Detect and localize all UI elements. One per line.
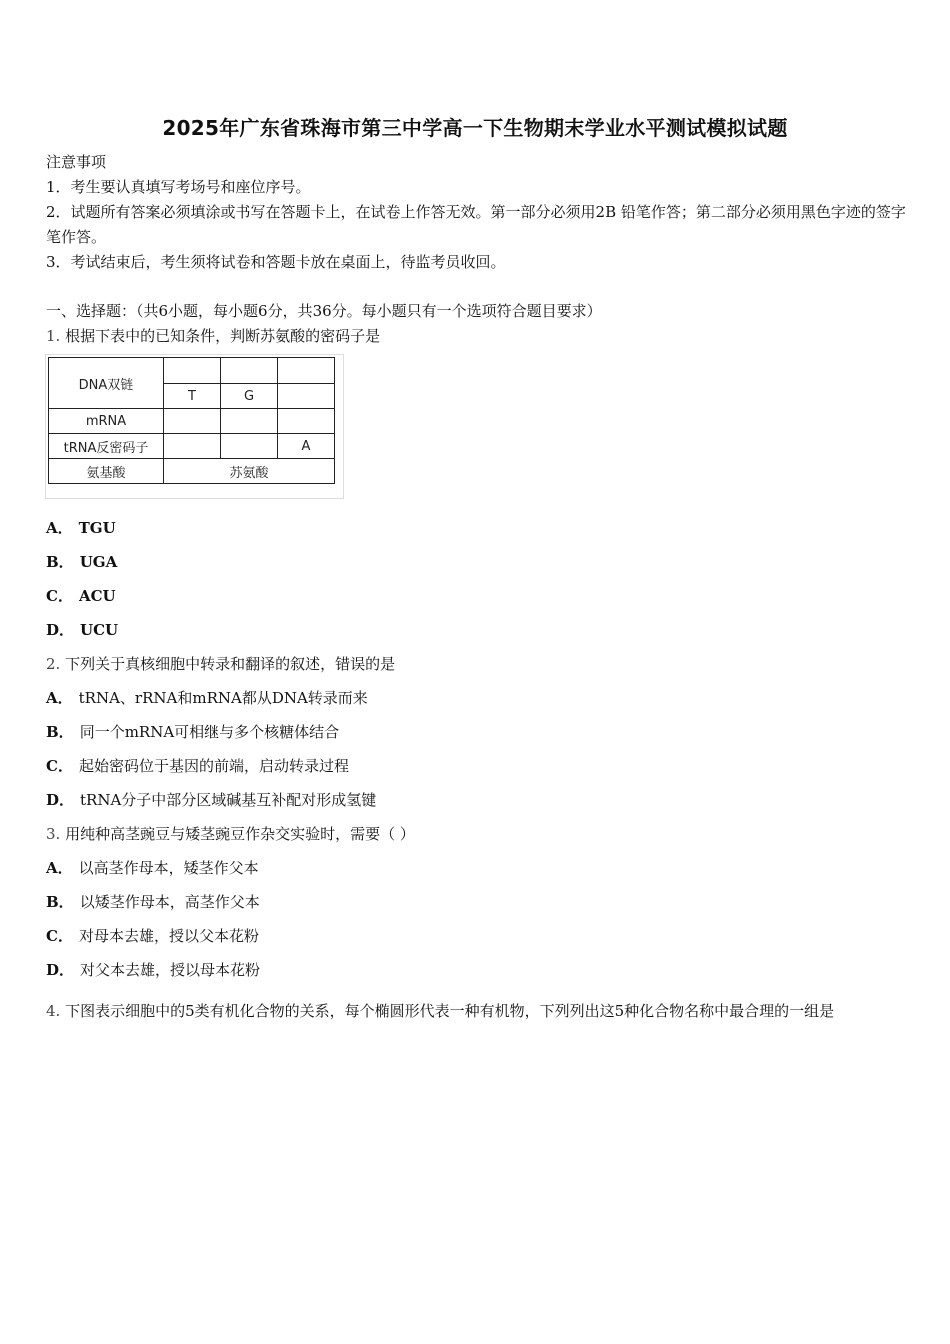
dna-base-cell: T	[164, 384, 221, 409]
option-text: UCU	[80, 621, 119, 639]
question-1	[46, 325, 380, 347]
option-d[interactable]	[46, 619, 118, 641]
dna-base-cell: G	[221, 384, 278, 409]
table-cell	[164, 358, 221, 384]
question-stem: 用纯种高茎豌豆与矮茎豌豆作杂交实验时，需要（ ）	[65, 825, 415, 843]
option-letter: C．	[46, 927, 73, 945]
option-a[interactable]	[46, 517, 116, 539]
option-text: tRNA分子中部分区域碱基互补配对形成氢键	[80, 791, 377, 809]
option-text: 对母本去雄，授以父本花粉	[78, 927, 259, 945]
table-cell	[278, 358, 335, 384]
option-d[interactable]	[46, 959, 260, 981]
question-stem: 下列关于真核细胞中转录和翻译的叙述，错误的是	[65, 655, 396, 673]
option-letter: A．	[46, 859, 73, 877]
section-heading: 一、选择题：（共6小题，每小题6分，共36分。每小题只有一个选项符合题目要求）	[46, 302, 602, 320]
notice-item: 2．试题所有答案必须填涂或书写在答题卡上，在试卷上作答无效。第一部分必须用2B 铅笔作答；第二部分必须用黑色字迹的签字笔作答。	[46, 203, 906, 246]
option-letter: C．	[46, 587, 73, 605]
option-text: 起始密码位于基因的前端，启动转录过程	[78, 757, 349, 775]
option-letter: B．	[46, 893, 74, 911]
option-b[interactable]	[46, 891, 260, 913]
option-letter: A．	[46, 519, 73, 537]
table-cell	[164, 409, 221, 434]
option-c[interactable]	[46, 755, 349, 777]
option-d[interactable]	[46, 789, 376, 811]
option-b[interactable]	[46, 551, 117, 573]
table-cell	[221, 409, 278, 434]
option-c[interactable]	[46, 925, 259, 947]
option-c[interactable]	[46, 585, 116, 607]
option-a[interactable]	[46, 687, 368, 709]
option-text: 以矮茎作母本，高茎作父本	[79, 893, 260, 911]
question-number: 4.	[46, 1002, 61, 1020]
table-cell	[221, 434, 278, 459]
option-letter: A．	[46, 689, 73, 707]
anticodon-base-cell: A	[278, 434, 335, 459]
table-cell	[164, 434, 221, 459]
notice-block	[46, 150, 908, 275]
question-number: 1.	[46, 327, 61, 345]
table-cell	[221, 358, 278, 384]
row-label-amino-acid: 氨基酸	[49, 459, 164, 484]
codon-table-figure	[45, 354, 344, 499]
question-4	[46, 993, 906, 1029]
option-text: 同一个mRNA可相继与多个核糖体结合	[79, 723, 340, 741]
option-letter: B．	[46, 723, 74, 741]
option-text: TGU	[78, 519, 116, 537]
option-a[interactable]	[46, 857, 259, 879]
table-cell	[278, 384, 335, 409]
option-text: UGA	[79, 553, 118, 571]
page-title: 2025年广东省珠海市第三中学高一下生物期末学业水平测试模拟试题	[162, 116, 788, 140]
notice-heading: 注意事项	[46, 153, 107, 171]
notice-item: 1．考生要认真填写考场号和座位序号。	[46, 178, 311, 196]
amino-acid-cell: 苏氨酸	[164, 459, 335, 484]
question-number: 3.	[46, 825, 61, 843]
option-letter: C．	[46, 757, 73, 775]
option-letter: D．	[46, 961, 75, 979]
codon-table	[48, 357, 335, 484]
notice-item: 3．考试结束后，考生须将试卷和答题卡放在桌面上，待监考员收回。	[46, 253, 506, 271]
option-b[interactable]	[46, 721, 339, 743]
option-text: 以高茎作母本，矮茎作父本	[78, 859, 259, 877]
option-text: tRNA、rRNA和mRNA都从DNA转录而来	[78, 689, 368, 707]
option-letter: B．	[46, 553, 74, 571]
option-text: 对父本去雄，授以母本花粉	[80, 961, 261, 979]
question-stem: 下图表示细胞中的5类有机化合物的关系，每个椭圆形代表一种有机物，下列列出这5种化合物名称中最合理的一组是	[65, 1002, 835, 1020]
table-cell	[278, 409, 335, 434]
question-3	[46, 823, 415, 845]
row-label-trna: tRNA反密码子	[49, 434, 164, 459]
question-number: 2.	[46, 655, 61, 673]
question-2	[46, 653, 395, 675]
option-letter: D．	[46, 621, 75, 639]
row-label-mrna: mRNA	[49, 409, 164, 434]
option-text: ACU	[78, 587, 116, 605]
question-stem: 根据下表中的已知条件，判断苏氨酸的密码子是	[65, 327, 381, 345]
option-letter: D．	[46, 791, 75, 809]
row-label-dna: DNA双链	[49, 358, 164, 409]
